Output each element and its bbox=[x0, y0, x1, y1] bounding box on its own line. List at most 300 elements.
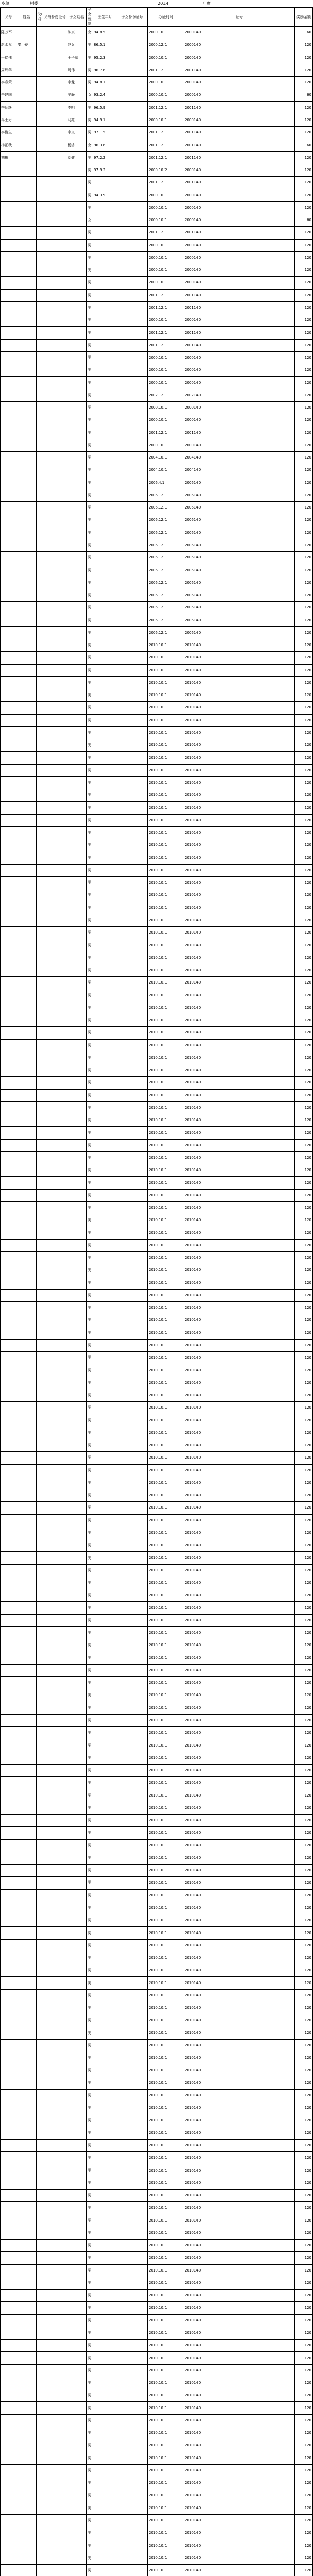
table-cell bbox=[1, 2414, 17, 2427]
table-cell bbox=[93, 1039, 117, 1052]
table-cell: 2010.10.1 bbox=[148, 1914, 184, 1927]
table-cell bbox=[17, 1627, 37, 1639]
table-cell: 2010140 bbox=[184, 2052, 295, 2064]
table-cell: 2010.10.1 bbox=[148, 1552, 184, 1564]
table-cell bbox=[43, 1502, 67, 1514]
table-cell bbox=[43, 2264, 67, 2277]
table-cell bbox=[37, 1777, 43, 1789]
table-cell bbox=[17, 1252, 37, 1264]
table-cell bbox=[17, 1689, 37, 1702]
table-cell: 120 bbox=[295, 1989, 313, 2002]
table-cell bbox=[1, 2427, 17, 2439]
table-cell bbox=[93, 1314, 117, 1327]
table-cell bbox=[67, 1827, 87, 1839]
table-cell: 120 bbox=[295, 2302, 313, 2314]
table-cell bbox=[17, 1277, 37, 1289]
table-cell: 马士力 bbox=[1, 114, 17, 126]
table-cell: 男 bbox=[87, 764, 93, 776]
table-cell: 120 bbox=[295, 2014, 313, 2027]
table-row bbox=[1, 1177, 313, 1189]
table-cell bbox=[43, 389, 67, 401]
table-cell bbox=[93, 2039, 117, 2052]
table-cell bbox=[37, 477, 43, 489]
table-cell bbox=[93, 1239, 117, 1251]
table-cell bbox=[37, 2077, 43, 2089]
table-cell bbox=[67, 827, 87, 839]
table-cell bbox=[93, 1789, 117, 1802]
table-cell: 2010140 bbox=[184, 2489, 295, 2502]
table-cell bbox=[1, 1052, 17, 1064]
table-cell: 120 bbox=[295, 577, 313, 589]
table-cell: 男 bbox=[87, 527, 93, 539]
table-cell bbox=[93, 714, 117, 726]
table-cell bbox=[1, 2402, 17, 2414]
table-cell: 120 bbox=[295, 689, 313, 702]
table-cell: 2010.10.1 bbox=[148, 1389, 184, 1401]
table-row bbox=[1, 2089, 313, 2102]
table-cell bbox=[37, 927, 43, 939]
table-cell bbox=[93, 414, 117, 427]
table-cell bbox=[117, 2389, 148, 2402]
table-cell bbox=[43, 2189, 67, 2201]
table-cell bbox=[17, 452, 37, 464]
table-cell: 120 bbox=[295, 177, 313, 189]
table-cell bbox=[117, 1827, 148, 1839]
table-cell bbox=[117, 1927, 148, 1939]
table-cell bbox=[117, 1177, 148, 1189]
table-cell bbox=[117, 189, 148, 201]
table-cell: 2010.10.1 bbox=[148, 2527, 184, 2539]
table-cell: 120 bbox=[295, 564, 313, 577]
table-cell: 120 bbox=[295, 1189, 313, 1201]
table-cell: 男 bbox=[87, 2202, 93, 2214]
table-cell: 120 bbox=[295, 1577, 313, 1589]
table-cell bbox=[43, 1189, 67, 1201]
table-cell: 2010.10.1 bbox=[148, 814, 184, 826]
table-cell bbox=[43, 1514, 67, 1527]
table-cell: 120 bbox=[295, 764, 313, 776]
table-cell bbox=[67, 2327, 87, 2339]
table-cell: 2010140 bbox=[184, 1564, 295, 1577]
table-cell bbox=[117, 1089, 148, 1101]
table-cell bbox=[93, 264, 117, 277]
table-cell bbox=[93, 1101, 117, 1114]
table-row bbox=[1, 589, 313, 601]
table-cell: 2001.12.1 bbox=[148, 427, 184, 439]
table-cell bbox=[93, 477, 117, 489]
table-cell bbox=[37, 1627, 43, 1639]
table-cell bbox=[1, 2314, 17, 2327]
table-cell: 2006140 bbox=[184, 552, 295, 564]
table-cell bbox=[37, 401, 43, 414]
table-cell: 2010140 bbox=[184, 2327, 295, 2339]
table-row bbox=[1, 1589, 313, 1602]
table-cell bbox=[117, 389, 148, 401]
table-row bbox=[1, 364, 313, 377]
table-cell: 2010140 bbox=[184, 739, 295, 752]
table-cell bbox=[117, 1289, 148, 1301]
table-cell bbox=[117, 1664, 148, 1676]
table-cell bbox=[43, 1877, 67, 1889]
table-cell bbox=[43, 1614, 67, 1626]
table-cell: 2010.10.1 bbox=[148, 2164, 184, 2177]
table-cell bbox=[93, 2389, 117, 2402]
column-header: 奖励金额 bbox=[295, 8, 313, 27]
table-cell bbox=[43, 1002, 67, 1014]
table-cell bbox=[17, 1602, 37, 1614]
table-cell bbox=[93, 1502, 117, 1514]
table-cell bbox=[93, 2177, 117, 2189]
table-cell: 男 bbox=[87, 1189, 93, 1201]
table-cell bbox=[117, 1189, 148, 1201]
table-cell: 2010140 bbox=[184, 2027, 295, 2039]
table-cell: 120 bbox=[295, 2127, 313, 2139]
table-row bbox=[1, 2202, 313, 2214]
table-cell: 2010140 bbox=[184, 2377, 295, 2389]
table-cell bbox=[1, 614, 17, 626]
table-cell: 男 bbox=[87, 1327, 93, 1339]
table-cell bbox=[37, 1902, 43, 1914]
table-cell bbox=[17, 2177, 37, 2189]
table-cell bbox=[1, 776, 17, 789]
table-cell: 2010140 bbox=[184, 2252, 295, 2264]
table-cell: 2010.10.1 bbox=[148, 2389, 184, 2402]
table-cell bbox=[17, 1427, 37, 1439]
table-cell: 2010140 bbox=[184, 864, 295, 876]
table-cell bbox=[117, 814, 148, 826]
table-cell bbox=[93, 789, 117, 802]
table-cell bbox=[67, 1677, 87, 1689]
table-cell bbox=[17, 502, 37, 514]
table-cell bbox=[93, 626, 117, 639]
table-cell bbox=[93, 314, 117, 327]
table-cell bbox=[43, 877, 67, 889]
table-cell bbox=[17, 2102, 37, 2114]
table-cell bbox=[17, 439, 37, 451]
table-cell: 辛建国 bbox=[1, 89, 17, 101]
table-cell bbox=[43, 1602, 67, 1614]
table-cell: 男 bbox=[87, 689, 93, 702]
table-cell: 2010140 bbox=[184, 2277, 295, 2289]
table-cell: 2000140 bbox=[184, 251, 295, 264]
table-cell: 2010.10.1 bbox=[148, 2489, 184, 2502]
table-cell bbox=[117, 52, 148, 64]
table-cell: 2010.10.1 bbox=[148, 2027, 184, 2039]
table-cell: 120 bbox=[295, 151, 313, 164]
table-cell: 男 bbox=[87, 1002, 93, 1014]
table-cell: 2001.12.1 bbox=[148, 177, 184, 189]
table-cell bbox=[117, 2102, 148, 2114]
table-cell bbox=[117, 239, 148, 251]
table-cell bbox=[93, 1377, 117, 1389]
table-cell bbox=[43, 2439, 67, 2452]
table-cell bbox=[93, 1777, 117, 1789]
table-cell bbox=[1, 414, 17, 427]
table-cell: 96.5.9 bbox=[93, 101, 117, 114]
table-cell: 120 bbox=[295, 1077, 313, 1089]
table-cell bbox=[1, 1714, 17, 1726]
table-cell: 2010.10.1 bbox=[148, 1002, 184, 1014]
table-cell bbox=[17, 301, 37, 314]
table-cell bbox=[1, 927, 17, 939]
table-cell: 2000140 bbox=[184, 239, 295, 251]
table-cell bbox=[43, 527, 67, 539]
table-cell: 2000.10.1 bbox=[148, 189, 184, 201]
table-row bbox=[1, 1039, 313, 1052]
table-cell: 男 bbox=[87, 1277, 93, 1289]
table-cell bbox=[37, 2214, 43, 2227]
table-cell bbox=[117, 1227, 148, 1239]
table-row bbox=[1, 889, 313, 902]
table-cell bbox=[117, 1802, 148, 1814]
table-cell bbox=[1, 1327, 17, 1339]
table-cell: 2010.10.1 bbox=[148, 1952, 184, 1964]
table-cell: 2000.10.1 bbox=[148, 377, 184, 389]
table-cell: 2000.10.1 bbox=[148, 264, 184, 277]
table-cell: 男 bbox=[87, 2214, 93, 2227]
table-cell bbox=[67, 439, 87, 451]
table-cell bbox=[17, 964, 37, 976]
table-cell: 2010.10.1 bbox=[148, 1789, 184, 1802]
table-cell bbox=[67, 852, 87, 864]
table-cell: 2010.10.1 bbox=[148, 764, 184, 776]
table-cell bbox=[93, 1089, 117, 1101]
table-cell bbox=[117, 2340, 148, 2352]
table-cell: 94.3.9 bbox=[93, 189, 117, 201]
table-cell bbox=[43, 351, 67, 364]
table-cell bbox=[1, 464, 17, 477]
table-cell bbox=[117, 1552, 148, 1564]
table-cell bbox=[1, 1902, 17, 1914]
table-cell: 120 bbox=[295, 1064, 313, 1077]
table-cell bbox=[37, 1677, 43, 1689]
table-cell bbox=[1, 452, 17, 464]
table-cell: 2010.10.1 bbox=[148, 1377, 184, 1389]
table-cell: 2000140 bbox=[184, 277, 295, 289]
table-cell bbox=[117, 1514, 148, 1527]
table-cell bbox=[67, 902, 87, 914]
table-cell: 2010.10.1 bbox=[148, 2414, 184, 2427]
table-cell bbox=[37, 377, 43, 389]
table-cell: 2010140 bbox=[184, 2164, 295, 2177]
table-cell bbox=[43, 1639, 67, 1652]
table-cell bbox=[1, 1252, 17, 1264]
table-cell: 120 bbox=[295, 2389, 313, 2402]
table-cell bbox=[93, 2439, 117, 2452]
table-cell: 2010.10.1 bbox=[148, 2302, 184, 2314]
table-cell: 2010140 bbox=[184, 1201, 295, 1214]
table-cell: 120 bbox=[295, 2089, 313, 2102]
table-cell bbox=[67, 539, 87, 551]
table-cell bbox=[37, 652, 43, 664]
table-cell: 2010.10.1 bbox=[148, 2077, 184, 2089]
table-cell: 2010140 bbox=[184, 1477, 295, 1489]
table-cell: 2010140 bbox=[184, 2102, 295, 2114]
table-cell bbox=[67, 1039, 87, 1052]
table-cell: 120 bbox=[295, 2340, 313, 2352]
table-cell bbox=[43, 2089, 67, 2102]
table-cell bbox=[1, 339, 17, 351]
table-cell: 120 bbox=[295, 914, 313, 926]
table-row bbox=[1, 1514, 313, 1527]
table-cell: 60 bbox=[295, 214, 313, 226]
table-cell bbox=[117, 1477, 148, 1489]
table-cell bbox=[93, 502, 117, 514]
table-cell: 120 bbox=[295, 1364, 313, 1377]
table-cell: 男 bbox=[87, 1227, 93, 1239]
table-cell bbox=[67, 2389, 87, 2402]
table-cell bbox=[1, 1689, 17, 1702]
table-cell: 120 bbox=[295, 327, 313, 339]
table-cell bbox=[117, 614, 148, 626]
table-cell bbox=[93, 2102, 117, 2114]
table-cell: 2010.10.1 bbox=[148, 977, 184, 989]
table-cell bbox=[43, 201, 67, 214]
table-cell bbox=[37, 1539, 43, 1552]
table-cell: 94.8.1 bbox=[93, 77, 117, 89]
table-cell: 2010140 bbox=[184, 2539, 295, 2552]
table-cell bbox=[43, 1327, 67, 1339]
table-cell bbox=[17, 1289, 37, 1301]
table-cell: 120 bbox=[295, 2164, 313, 2177]
table-cell bbox=[93, 1652, 117, 1664]
table-cell bbox=[1, 676, 17, 689]
table-cell: 2006140 bbox=[184, 489, 295, 501]
table-cell bbox=[117, 539, 148, 551]
table-cell bbox=[17, 2364, 37, 2377]
table-row bbox=[1, 39, 313, 52]
table-cell bbox=[67, 364, 87, 377]
table-row bbox=[1, 1127, 313, 1139]
table-cell bbox=[1, 1677, 17, 1689]
table-cell: 男 bbox=[87, 2177, 93, 2189]
table-cell bbox=[43, 1802, 67, 1814]
table-cell bbox=[17, 1964, 37, 1977]
table-cell bbox=[93, 2027, 117, 2039]
table-cell: 2010140 bbox=[184, 1264, 295, 1277]
table-row bbox=[1, 1914, 313, 1927]
table-row bbox=[1, 577, 313, 589]
table-cell bbox=[1, 1214, 17, 1227]
table-cell bbox=[17, 564, 37, 577]
table-cell bbox=[17, 2114, 37, 2127]
table-cell bbox=[117, 902, 148, 914]
table-cell bbox=[117, 1689, 148, 1702]
table-cell bbox=[17, 626, 37, 639]
table-cell: 男 bbox=[87, 2340, 93, 2352]
table-cell: 120 bbox=[295, 1727, 313, 1739]
table-cell: 120 bbox=[295, 527, 313, 539]
table-cell bbox=[17, 752, 37, 764]
table-cell bbox=[117, 2214, 148, 2227]
table-cell bbox=[1, 1227, 17, 1239]
table-cell: 2010140 bbox=[184, 1839, 295, 1852]
table-cell bbox=[93, 539, 117, 551]
table-cell: 刘健 bbox=[67, 151, 87, 164]
table-cell bbox=[43, 1752, 67, 1764]
table-cell bbox=[17, 2477, 37, 2489]
table-row bbox=[1, 726, 313, 739]
table-cell bbox=[43, 664, 67, 676]
table-cell: 男 bbox=[87, 177, 93, 189]
table-cell bbox=[1, 1865, 17, 1877]
table-cell: 2000.10.2 bbox=[148, 164, 184, 176]
table-cell bbox=[43, 2114, 67, 2127]
table-cell bbox=[17, 776, 37, 789]
table-cell: 男 bbox=[87, 1101, 93, 1114]
table-cell: 2010140 bbox=[184, 1364, 295, 1377]
table-cell: 2010.10.1 bbox=[148, 1802, 184, 1814]
table-cell: 2010.10.1 bbox=[148, 889, 184, 902]
table-row bbox=[1, 1002, 313, 1014]
table-cell: 男 bbox=[87, 2127, 93, 2139]
table-cell bbox=[43, 2302, 67, 2314]
table-cell bbox=[37, 189, 43, 201]
table-cell bbox=[67, 1027, 87, 1039]
table-cell: 2010140 bbox=[184, 977, 295, 989]
table-cell bbox=[43, 2290, 67, 2302]
table-cell: 2010.10.1 bbox=[148, 1214, 184, 1227]
table-cell bbox=[17, 1877, 37, 1889]
table-cell bbox=[93, 964, 117, 976]
table-cell: 120 bbox=[295, 452, 313, 464]
table-cell bbox=[17, 2514, 37, 2527]
table-cell bbox=[67, 264, 87, 277]
table-cell: 2010.10.1 bbox=[148, 2052, 184, 2064]
table-cell bbox=[17, 2014, 37, 2027]
table-cell bbox=[17, 264, 37, 277]
table-cell bbox=[117, 151, 148, 164]
table-cell: 于子毓 bbox=[67, 52, 87, 64]
table-cell bbox=[93, 2552, 117, 2564]
table-cell bbox=[43, 1739, 67, 1752]
table-cell bbox=[93, 527, 117, 539]
table-cell: 120 bbox=[295, 277, 313, 289]
table-cell: 120 bbox=[295, 1652, 313, 1664]
table-cell bbox=[1, 1964, 17, 1977]
table-cell bbox=[17, 1664, 37, 1676]
table-cell: 男 bbox=[87, 864, 93, 876]
table-cell bbox=[117, 251, 148, 264]
table-cell bbox=[117, 164, 148, 176]
table-cell: 120 bbox=[295, 676, 313, 689]
table-cell: 2010140 bbox=[184, 2152, 295, 2164]
table-cell: 2000140 bbox=[184, 414, 295, 427]
table-cell bbox=[117, 726, 148, 739]
table-cell: 2001140 bbox=[184, 301, 295, 314]
table-cell bbox=[43, 1264, 67, 1277]
table-cell bbox=[17, 151, 37, 164]
table-row bbox=[1, 764, 313, 776]
table-cell: 120 bbox=[295, 1414, 313, 1427]
table-row bbox=[1, 264, 313, 277]
table-cell: 2010140 bbox=[184, 1527, 295, 1539]
table-cell bbox=[37, 1014, 43, 1026]
table-cell bbox=[117, 1014, 148, 1026]
table-cell bbox=[17, 289, 37, 301]
table-cell bbox=[37, 1364, 43, 1377]
table-row bbox=[1, 1114, 313, 1127]
table-cell bbox=[93, 752, 117, 764]
table-cell bbox=[37, 602, 43, 614]
table-cell bbox=[43, 1964, 67, 1977]
table-cell bbox=[43, 864, 67, 876]
table-cell bbox=[43, 539, 67, 551]
table-cell bbox=[93, 2089, 117, 2102]
table-cell bbox=[117, 339, 148, 351]
table-cell: 男 bbox=[87, 1452, 93, 1464]
table-cell: 2010.10.1 bbox=[148, 1339, 184, 1351]
